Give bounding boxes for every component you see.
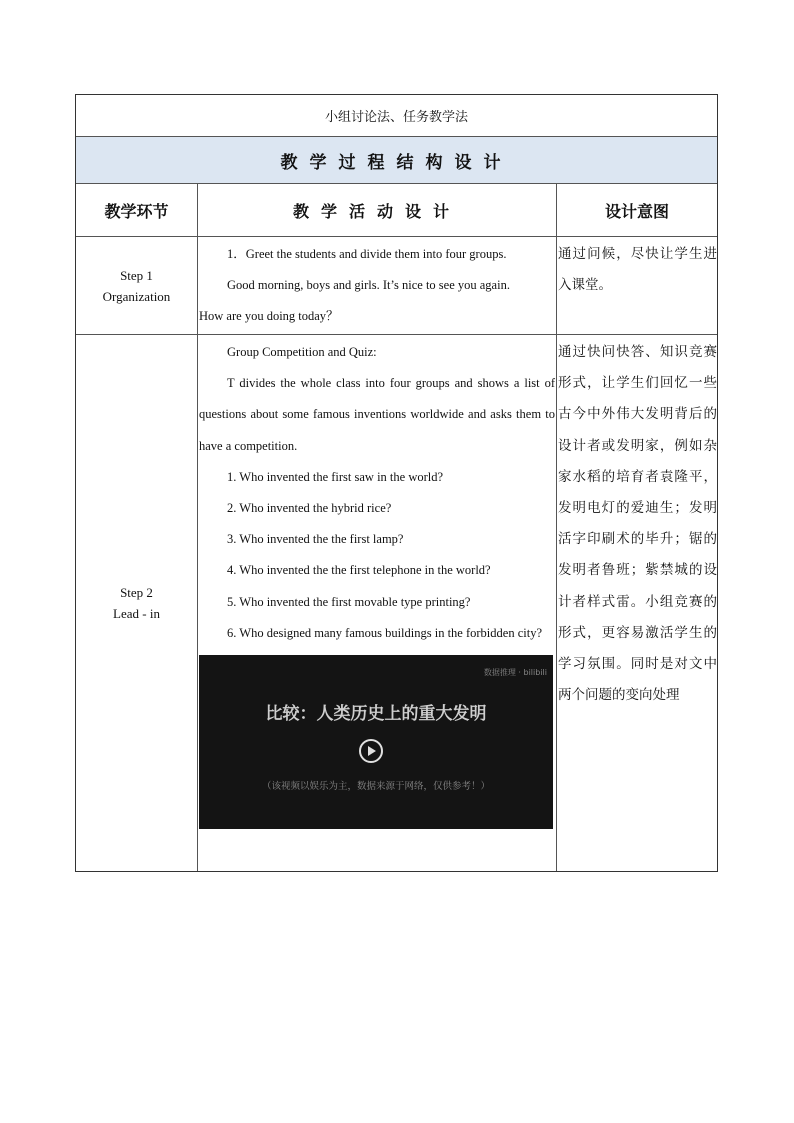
step1-activity-line: How are you doing today？ bbox=[199, 309, 339, 324]
step2-question: 2. Who invented the hybrid rice? bbox=[227, 501, 392, 516]
play-icon[interactable] bbox=[359, 739, 383, 763]
section-banner-title: 教学过程结构设计 bbox=[280, 152, 513, 173]
table-header-row bbox=[76, 183, 717, 236]
step1-intent: 通过问候，尽快让学生进入课堂。 bbox=[558, 246, 717, 294]
step2-question: 4. Who invented the the first telephone in the world? bbox=[227, 563, 491, 578]
step1-label bbox=[76, 237, 198, 334]
table-row-step2 bbox=[76, 334, 717, 871]
video-title: 比较：人类历史上的重大发明 bbox=[265, 704, 487, 725]
header-teaching-stage: 教学环节 bbox=[76, 184, 198, 236]
step2-question: 6. Who designed many famous buildings in the forbidden city? bbox=[227, 625, 542, 640]
video-watermark: 数据推理 · bilibili bbox=[483, 668, 547, 678]
step2-label bbox=[76, 335, 198, 871]
teaching-method-text: 小组讨论法、任务教学法 bbox=[324, 110, 468, 125]
video-note: （该视频以娱乐为主，数据来源于网络，仅供参考！） bbox=[261, 781, 490, 793]
step1-activity-line: Good morning, boys and girls. It’s nice to see you again. bbox=[227, 278, 510, 293]
step1-sub: Organization bbox=[102, 288, 171, 304]
header-design-intent: 设计意图 bbox=[604, 201, 669, 221]
step2-question: 5. Who invented the first movable type printing? bbox=[227, 594, 471, 609]
step2-question: 1. Who invented the first saw in the world? bbox=[227, 469, 444, 484]
step1-name: Step 1 bbox=[120, 267, 153, 283]
step1-activity-line: 1．Greet the students and divide them into four groups. bbox=[227, 247, 507, 261]
step2-name: Step 2 bbox=[120, 585, 153, 600]
step1-activity bbox=[198, 237, 557, 334]
step2-sub: Lead - in bbox=[113, 606, 160, 621]
step2-activity-line: Group Competition and Quiz: bbox=[227, 345, 377, 359]
step2-question: 3. Who invented the the first lamp? bbox=[227, 532, 404, 547]
step2-intent: 通过快问快答、知识竞赛形式，让学生们回忆一些古今中外伟大发明背后的设计者或发明家，例如杂家水稻的培育者袁隆平，发明电灯的爱迪生；发明活字印刷术的毕升；锯的发明者鲁班；紫禁城的设计者样式雷。小组竞赛的形式，更容易激活学生的学习氛围。同时是对文中两个问题的变向处理 bbox=[558, 344, 717, 704]
section-banner bbox=[76, 136, 717, 183]
video-player[interactable] bbox=[199, 655, 553, 829]
lesson-plan-table bbox=[75, 94, 718, 872]
header-activity-design: 教学活动设计 bbox=[198, 184, 557, 236]
table-row-step1 bbox=[76, 236, 717, 334]
step2-activity-line: T divides the whole class into four groups and shows a list of questions about some famous inventions worldwide and asks them to have a competition. bbox=[199, 376, 555, 453]
teaching-method-row bbox=[76, 95, 717, 136]
step2-activity bbox=[198, 335, 557, 871]
